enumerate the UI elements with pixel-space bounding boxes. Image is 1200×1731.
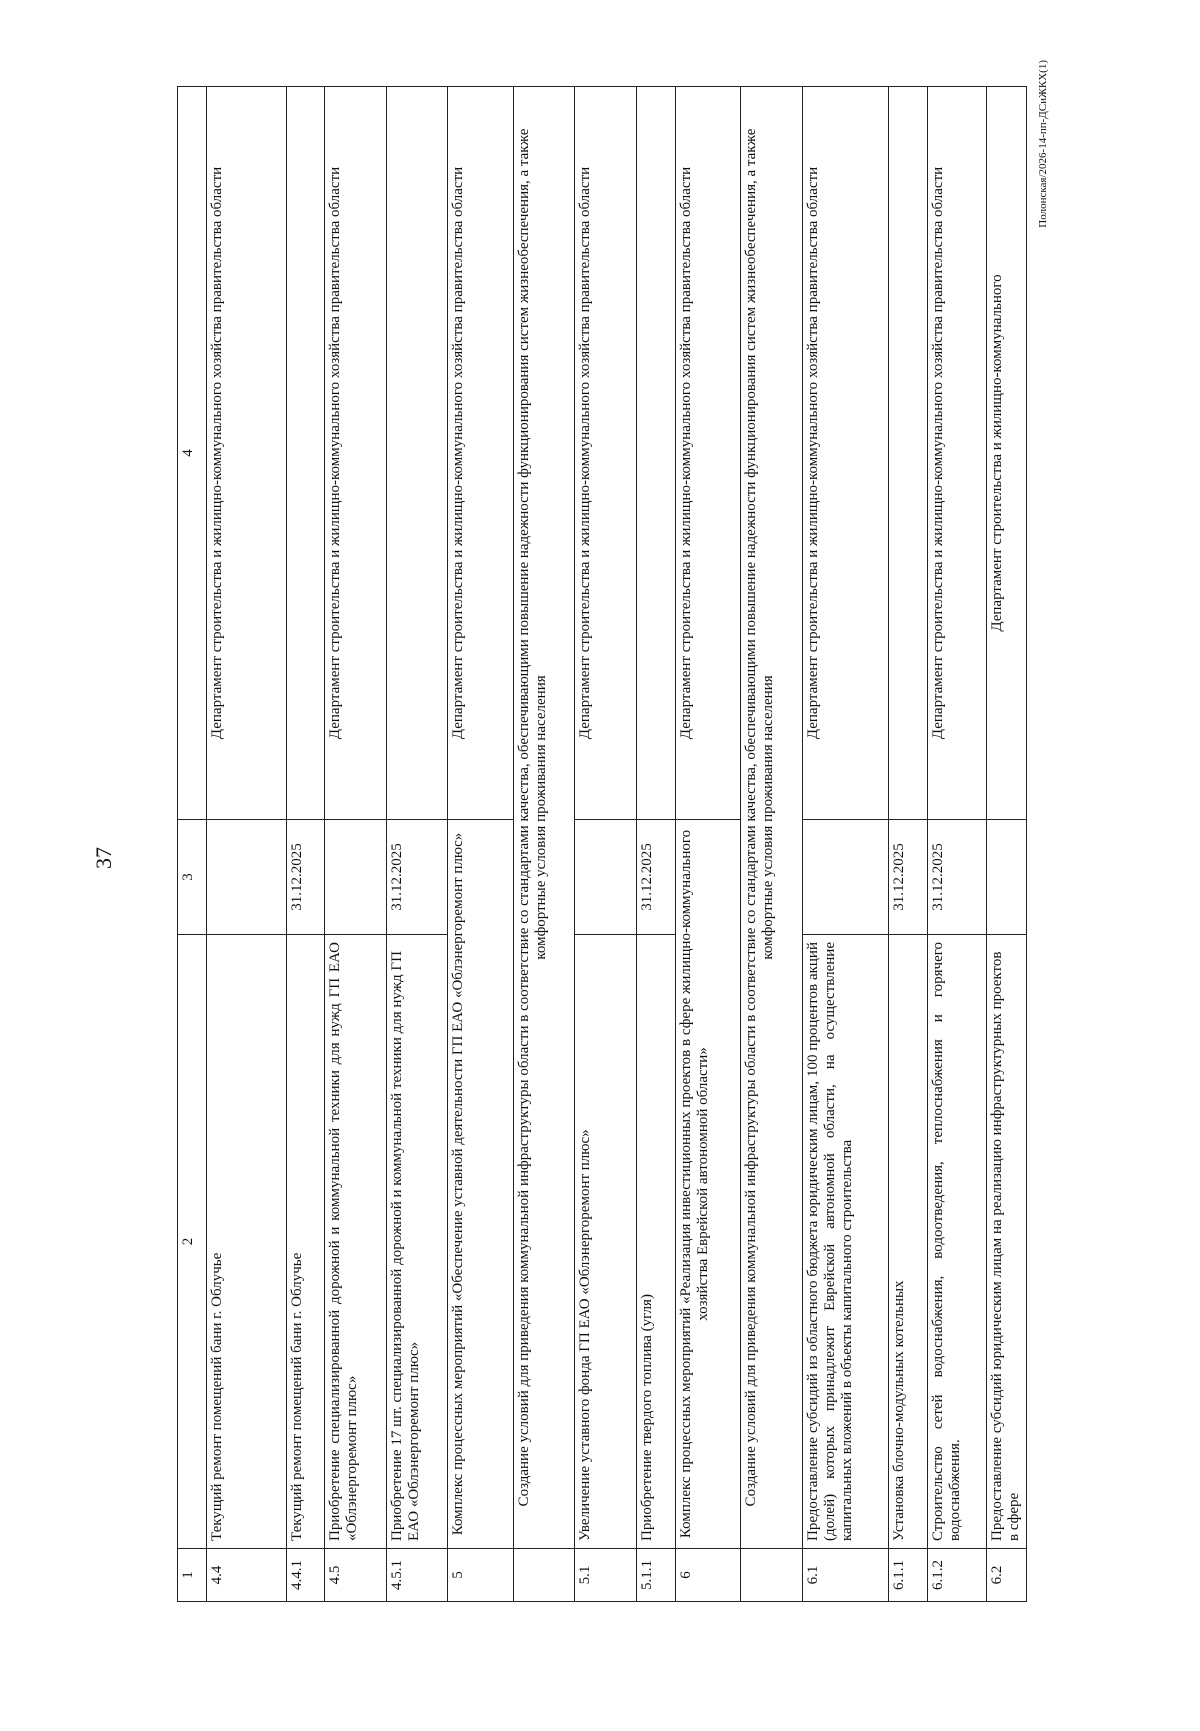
- goal-row: [741, 87, 802, 1602]
- table-row: [802, 87, 888, 1602]
- header-cell-3: 3: [178, 820, 207, 935]
- header-row: [178, 87, 207, 1602]
- table-row: [575, 87, 636, 1602]
- complex-name: Комплекс процессных мероприятий «Реализация инвестиционных проектов в сфере жилищно-коммунального хозяйства Еврейской автономной области»: [675, 820, 741, 1549]
- measures-table: [177, 86, 1027, 1602]
- responsible-executor: [286, 87, 325, 820]
- deadline-date: [325, 820, 386, 935]
- empty-number-cell: [741, 1549, 802, 1602]
- responsible-executor: [636, 87, 675, 820]
- measure-name: Текущий ремонт помещений бани г. Облучье: [286, 935, 325, 1549]
- goal-text: Создание условий для приведения коммунальной инфраструктуры области в соответствие со стандартами качества, обеспечивающими повышение надежности функционирования систем жизнеобеспечения, а также комфортные условия проживания населения: [741, 87, 802, 1549]
- empty-number-cell: [513, 1549, 574, 1602]
- deadline-date: 31.12.2025: [927, 820, 986, 935]
- responsible-executor: Департамент строительства и жилищно-коммунального: [986, 87, 1026, 820]
- responsible-executor: Департамент строительства и жилищно-коммунального хозяйства правительства области: [206, 87, 286, 820]
- table-row: [927, 87, 986, 1602]
- deadline-date: [206, 820, 286, 935]
- row-number: 6.1: [802, 1549, 888, 1602]
- row-number: 4.4.1: [286, 1549, 325, 1602]
- header-cell-2: 2: [178, 935, 207, 1549]
- table-row: [206, 87, 286, 1602]
- table-row: [636, 87, 675, 1602]
- table-body: [178, 87, 1027, 1602]
- measure-name: Предоставление субсидий из областного бюджета юридическим лицам, 100 процентов акций (долей) которых принадлежит Еврейской автономной области, на осуществление капитальных вложений в объекты капитального строительства: [802, 935, 888, 1549]
- measure-name: Строительство сетей водоснабжения, водоотведения, теплоснабжения и горячего водоснабжения.: [927, 935, 986, 1549]
- complex-row: [675, 87, 741, 1602]
- header-cell-4: 4: [178, 87, 207, 820]
- complex-row: [448, 87, 514, 1602]
- row-number: 5.1.1: [636, 1549, 675, 1602]
- measure-name: Предоставление субсидий юридическим лицам на реализацию инфраструктурных проектов в сфере: [986, 935, 1026, 1549]
- goal-text: Создание условий для приведения коммунальной инфраструктуры области в соответствие со стандартами качества, обеспечивающими повышение надежности функционирования систем жизнеобеспечения, а также комфортные условия проживания населения: [513, 87, 574, 1549]
- row-number: 6.1.2: [927, 1549, 986, 1602]
- rotated-table-wrapper: [177, 87, 1027, 1602]
- table-row: [286, 87, 325, 1602]
- measure-name: Увеличение уставного фонда ГП ЕАО «Облэнергоремонт плюс»: [575, 935, 636, 1549]
- row-number: 5.1: [575, 1549, 636, 1602]
- responsible-executor: Департамент строительства и жилищно-коммунального хозяйства правительства области: [325, 87, 386, 820]
- measure-name: Установка блочно-модульных котельных: [888, 935, 927, 1549]
- row-number: 4.4: [206, 1549, 286, 1602]
- row-number: 4.5.1: [386, 1549, 447, 1602]
- deadline-date: [986, 820, 1026, 935]
- measure-name: Приобретение 17 шт. специализированной дорожной и коммунальной техники для нужд ГП ЕАО «Облэнергоремонт плюс»: [386, 935, 447, 1549]
- table-row: [986, 87, 1026, 1602]
- page-number: 37: [91, 847, 116, 869]
- header-cell-1: 1: [178, 1549, 207, 1602]
- table-row: [386, 87, 447, 1602]
- responsible-executor: Департамент строительства и жилищно-коммунального хозяйства правительства области: [575, 87, 636, 820]
- deadline-date: 31.12.2025: [286, 820, 325, 935]
- measure-name: Текущий ремонт помещений бани г. Облучье: [206, 935, 286, 1549]
- measure-name: Приобретение твердого топлива (угля): [636, 935, 675, 1549]
- row-number: 5: [448, 1549, 514, 1602]
- row-number: 6.1.1: [888, 1549, 927, 1602]
- row-number: 6: [675, 1549, 741, 1602]
- deadline-date: [575, 820, 636, 935]
- measure-name: Приобретение специализированной дорожной и коммунальной техники для нужд ГП ЕАО «Облэнергоремонт плюс»: [325, 935, 386, 1549]
- goal-row: [513, 87, 574, 1602]
- responsible-executor: Департамент строительства и жилищно-коммунального хозяйства правительства области: [675, 87, 741, 820]
- responsible-executor: [888, 87, 927, 820]
- responsible-executor: Департамент строительства и жилищно-коммунального хозяйства правительства области: [802, 87, 888, 820]
- table-row: [888, 87, 927, 1602]
- deadline-date: [802, 820, 888, 935]
- deadline-date: 31.12.2025: [888, 820, 927, 935]
- deadline-date: 31.12.2025: [386, 820, 447, 935]
- responsible-executor: Департамент строительства и жилищно-коммунального хозяйства правительства области: [448, 87, 514, 820]
- footer-document-code: Полонская/2026-14-пп-ДСиЖКХ(1): [1037, 60, 1049, 228]
- table-row: [325, 87, 386, 1602]
- responsible-executor: Департамент строительства и жилищно-коммунального хозяйства правительства области: [927, 87, 986, 820]
- deadline-date: 31.12.2025: [636, 820, 675, 935]
- row-number: 6.2: [986, 1549, 1026, 1602]
- row-number: 4.5: [325, 1549, 386, 1602]
- complex-name: Комплекс процессных мероприятий «Обеспечение уставной деятельности ГП ЕАО «Облэнергоремонт плюс»: [448, 820, 514, 1549]
- responsible-executor: [386, 87, 447, 820]
